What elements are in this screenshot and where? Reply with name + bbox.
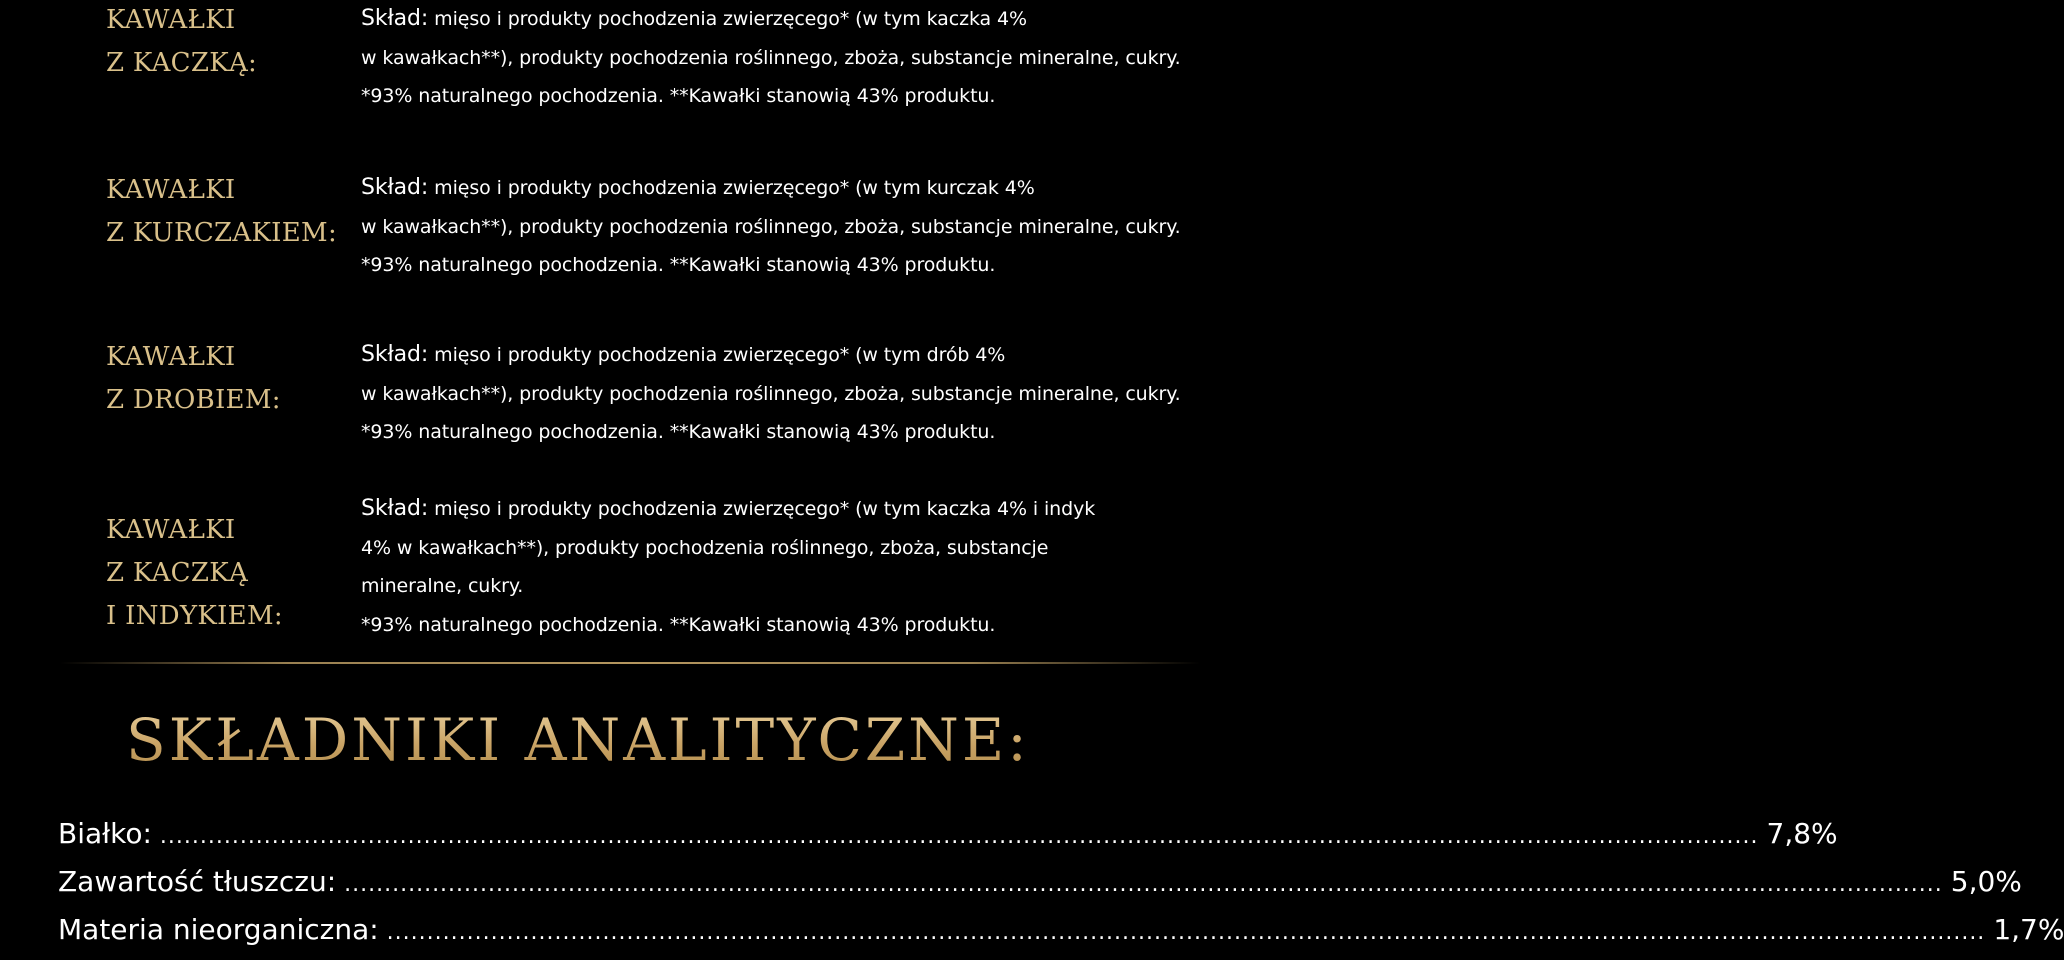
nutrient-value: 1,7% [1993, 913, 2064, 946]
flavor-label-line: Z DROBIEM: [106, 385, 281, 415]
flavor-label-line: KAWAŁKI [106, 515, 236, 545]
composition-line: *93% naturalnego pochodzenia. **Kawałki stanowią 43% produktu. [361, 421, 996, 443]
nutrient-row-fat [58, 860, 2022, 904]
flavor-label-line: KAWAŁKI [106, 342, 236, 372]
nutrient-name: Zawartość tłuszczu: [58, 865, 337, 898]
composition-line: *93% naturalnego pochodzenia. **Kawałki stanowią 43% produktu. [361, 254, 996, 276]
dot-leader: ........................................................................................................................................................................................................ [344, 872, 1943, 897]
flavor-label-duck-turkey [106, 509, 283, 638]
nutrient-value: 5,0% [1950, 865, 2022, 898]
nutrient-name: Białko: [58, 817, 152, 850]
composition-line: *93% naturalnego pochodzenia. **Kawałki stanowią 43% produktu. [361, 85, 996, 107]
flavor-label-chicken [106, 169, 337, 255]
composition-text: mięso i produkty pochodzenia zwierzęcego* (w tym kurczak 4% [428, 177, 1035, 199]
composition-prefix: Skład: [361, 175, 429, 200]
composition-line: 4% w kawałkach**), produkty pochodzenia roślinnego, zboża, substancje [361, 536, 1049, 559]
composition-line: w kawałkach**), produkty pochodzenia roślinnego, zboża, substancje mineralne, cukry. [361, 382, 1181, 405]
dot-leader: ........................................................................................................................................................................................................ [386, 920, 1986, 945]
nutrient-name: Materia nieorganiczna: [58, 913, 379, 946]
nutrient-row-protein [58, 812, 1838, 856]
composition-line: *93% naturalnego pochodzenia. **Kawałki stanowią 43% produktu. [361, 613, 996, 636]
composition-line [361, 0, 1261, 39]
composition-duck-turkey [361, 490, 1261, 644]
flavor-label-line: Z KURCZAKIEM: [106, 218, 338, 248]
composition-line [361, 169, 1261, 208]
flavor-label-line: KAWAŁKI [106, 175, 236, 205]
section-title: SKŁADNIKI ANALITYCZNE: [126, 695, 1030, 785]
flavor-label-line: Z KACZKĄ: [106, 48, 258, 78]
composition-prefix: Skład: [361, 6, 429, 31]
nutrient-value: 7,8% [1766, 817, 1838, 850]
flavor-label-poultry [106, 336, 281, 422]
composition-text: mięso i produkty pochodzenia zwierzęcego* (w tym drób 4% [428, 344, 1006, 366]
composition-prefix: Skład: [361, 496, 429, 521]
composition-line: w kawałkach**), produkty pochodzenia roślinnego, zboża, substancje mineralne, cukry. [361, 46, 1181, 69]
composition-prefix: Skład: [361, 342, 429, 367]
composition-line [361, 490, 1261, 529]
flavor-label-line: KAWAŁKI [106, 5, 236, 35]
flavor-label-line: Z KACZKĄ [106, 558, 249, 588]
flavor-label-line: I INDYKIEM: [106, 601, 283, 631]
composition-line [361, 336, 1261, 375]
flavor-label-duck [106, 0, 257, 85]
dot-leader: ........................................................................................................................................................................................................ [159, 824, 1759, 849]
nutrient-row-ash [58, 908, 2064, 952]
composition-poultry [361, 336, 1261, 452]
composition-text: mięso i produkty pochodzenia zwierzęcego* (w tym kaczka 4% [428, 8, 1027, 30]
composition-text: mięso i produkty pochodzenia zwierzęcego* (w tym kaczka 4% i indyk [428, 498, 1096, 520]
composition-duck [361, 0, 1261, 116]
composition-line: w kawałkach**), produkty pochodzenia roślinnego, zboża, substancje mineralne, cukry. [361, 215, 1181, 238]
gold-divider [60, 662, 1200, 664]
composition-line: mineralne, cukry. [361, 575, 524, 597]
composition-chicken [361, 169, 1261, 285]
